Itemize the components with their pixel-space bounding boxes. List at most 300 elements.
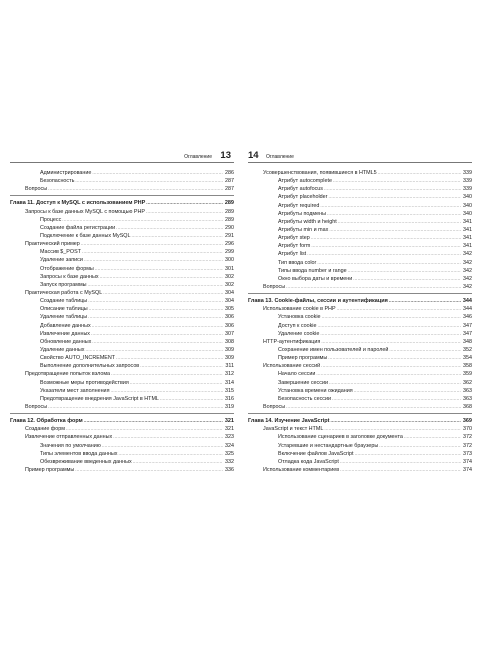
dot-leader: [89, 305, 223, 313]
toc-entry-page: 339: [463, 186, 472, 193]
dot-leader: [320, 330, 461, 338]
dot-leader: [337, 305, 461, 313]
toc-entry: [10, 177, 234, 185]
toc-entry: [10, 313, 234, 321]
chapter-divider: [248, 293, 472, 294]
dot-leader: [91, 330, 223, 338]
toc-entry: [10, 387, 234, 395]
dot-leader: [327, 210, 461, 218]
toc-entry: [248, 458, 472, 466]
toc-entry: [10, 362, 234, 370]
toc-entry-title: Атрибут autocomplete: [278, 178, 332, 185]
toc-entry: [10, 224, 234, 232]
toc-entry-page: 311: [225, 363, 234, 370]
toc-entry-title: Устаревшие и нестандартные браузеры: [278, 442, 379, 449]
toc-entry-title: Установка времени ожидания: [278, 387, 353, 394]
toc-entry: [10, 185, 234, 193]
toc-entry: [10, 403, 234, 411]
toc-entry-title: Использование сценариев в заголовке документа: [278, 434, 403, 441]
running-title: Оглавление: [266, 154, 294, 160]
toc-entry-page: 342: [463, 267, 472, 274]
page-number: 13: [220, 150, 231, 161]
toc-entry-title: Массив $_POST: [40, 249, 81, 256]
toc-entry-title: Доступ к cookie: [278, 322, 317, 329]
toc-entry-title: Удаление данных: [40, 346, 85, 353]
toc-entry: [248, 305, 472, 313]
toc-entry-title: Завершение сессии: [278, 379, 328, 386]
toc-entry: [248, 370, 472, 378]
dot-leader: [389, 297, 461, 305]
toc-entry: [248, 433, 472, 441]
dot-leader: [324, 425, 461, 433]
toc-entry: [248, 442, 472, 450]
dot-leader: [133, 458, 223, 466]
toc-entry: [248, 387, 472, 395]
dot-leader: [84, 256, 223, 264]
toc-entry-title: Безопасность: [40, 178, 75, 185]
toc-entry: [248, 283, 472, 291]
toc-entry: [10, 240, 234, 248]
toc-entry: [10, 297, 234, 305]
dot-leader: [318, 322, 462, 330]
toc-entry-title: Извлечение данных: [40, 330, 91, 337]
toc-entry-title: Типы ввода number и range: [278, 267, 347, 274]
toc-entry-title: Вопросы: [263, 403, 286, 410]
toc-entry-page: 289: [225, 216, 234, 223]
toc-entry: [10, 169, 234, 177]
dot-leader: [146, 208, 223, 216]
toc-entry-page: 321: [225, 426, 234, 433]
toc-entry: [10, 305, 234, 313]
dot-leader: [340, 466, 461, 474]
chapter-divider: [10, 195, 234, 196]
toc-entry: [10, 442, 234, 450]
toc-entry-title: Пример программы: [278, 355, 328, 362]
toc-entry-title: Вопросы: [25, 186, 48, 193]
dot-leader: [102, 442, 223, 450]
toc-entry-page: 347: [463, 322, 472, 329]
toc-entry-page: 289: [224, 200, 234, 207]
toc-entry-title: Извлечение отправленных данных: [25, 434, 113, 441]
dot-leader: [116, 354, 223, 362]
toc-entry-title: Создание файла регистрации: [40, 224, 116, 231]
toc-entry: [248, 338, 472, 346]
toc-entry-title: Вопросы: [263, 283, 286, 290]
toc-entry: [10, 330, 234, 338]
toc-entry-title: Удаление cookie: [278, 330, 320, 337]
chapter-divider: [248, 413, 472, 414]
toc-entry: [10, 379, 234, 387]
toc-entry-page: 368: [463, 403, 472, 410]
dot-leader: [116, 224, 223, 232]
toc-entry: [10, 370, 234, 378]
dot-leader: [118, 450, 223, 458]
toc-entry-page: 309: [225, 355, 234, 362]
toc-entry-title: Администрирование: [40, 170, 92, 176]
toc-entry: [248, 313, 472, 321]
toc-entry: [10, 232, 234, 240]
dot-leader: [321, 362, 461, 370]
dot-leader: [348, 267, 461, 275]
toc-entry: [248, 210, 472, 218]
dot-leader: [311, 242, 461, 250]
toc-entry-title: Установка cookie: [278, 314, 321, 321]
toc-entry-page: 319: [225, 403, 234, 410]
dot-leader: [92, 338, 223, 346]
toc-entry-page: 374: [463, 466, 472, 473]
page-header: [248, 148, 472, 163]
dot-leader: [103, 289, 223, 297]
dot-leader: [75, 466, 223, 474]
toc-entry-title: Пример программы: [25, 466, 75, 473]
toc-entry-title: Процесс: [40, 216, 62, 223]
toc-entry: [10, 248, 234, 256]
page-number: 14: [248, 150, 259, 161]
toc-entry-page: 358: [463, 363, 472, 370]
toc-entry-title: Описание таблицы: [40, 306, 88, 313]
toc-entry-page: 289: [225, 208, 234, 215]
dot-leader: [328, 354, 461, 362]
dot-leader: [328, 193, 461, 201]
toc-entry-title: JavaScript и текст HTML: [263, 426, 324, 433]
toc-entry-title: Безопасность сессии: [278, 395, 331, 402]
toc-entry: [10, 265, 234, 273]
dot-leader: [321, 338, 461, 346]
toc-entry-page: 296: [225, 241, 234, 248]
toc-entry-page: 340: [463, 210, 472, 217]
toc-entry: [10, 425, 234, 433]
toc-entry: [10, 458, 234, 466]
dot-leader: [330, 417, 461, 425]
toc-entry: [10, 346, 234, 354]
toc-entry: [10, 273, 234, 281]
toc-entry-title: Атрибут list: [278, 251, 307, 258]
toc-entry-page: 308: [225, 338, 234, 345]
toc-entry-page: 363: [463, 387, 472, 394]
toc-entry-page: 300: [225, 257, 234, 264]
toc-entry-page: 332: [225, 458, 234, 465]
toc-entry-page: 291: [225, 232, 234, 239]
toc-entry: [248, 226, 472, 234]
dot-leader: [88, 297, 223, 305]
toc-entry-title: Удаление записи: [40, 257, 83, 264]
toc-entry-page: 304: [225, 289, 234, 296]
dot-leader: [354, 387, 461, 395]
toc-entry: [10, 208, 234, 216]
dot-leader: [85, 346, 223, 354]
toc-entry: [248, 322, 472, 330]
dot-leader: [160, 395, 223, 403]
toc-entry-title: Глава 11. Доступ к MySQL с использованием PHP: [10, 200, 146, 207]
dot-leader: [82, 248, 223, 256]
toc-entry-title: Атрибут placeholder: [278, 194, 328, 201]
toc-entry-page: 370: [463, 426, 472, 433]
toc-entry-page: 287: [225, 178, 234, 185]
dot-leader: [113, 433, 223, 441]
toc-entry: [10, 466, 234, 474]
toc-entry-page: 372: [463, 434, 472, 441]
toc-entry-page: 339: [463, 178, 472, 185]
toc-entry-page: 324: [225, 442, 234, 449]
toc-entry-page: 369: [462, 418, 472, 425]
toc-entry-page: 307: [225, 330, 234, 337]
toc-entry-title: Сохранение имен пользователей и паролей: [278, 346, 389, 353]
toc-entry-title: Указатели мест заполнения: [40, 387, 110, 394]
toc-entry: [248, 275, 472, 283]
dot-leader: [329, 379, 461, 387]
toc-entry-page: 363: [463, 395, 472, 402]
dot-leader: [378, 169, 461, 177]
toc-entry-page: 323: [225, 434, 234, 441]
toc-entry: [248, 177, 472, 185]
toc-entry: [10, 433, 234, 441]
dot-leader: [332, 395, 461, 403]
toc-entry-title: Атрибут step: [278, 235, 310, 242]
toc-entry-title: Возможные меры противодействия: [40, 379, 129, 386]
toc-entry-title: Глава 12. Обработка форм: [10, 418, 83, 425]
toc-entry-title: Атрибут autofocus: [278, 186, 323, 193]
dot-leader: [48, 185, 223, 193]
dot-leader: [333, 177, 461, 185]
dot-leader: [131, 232, 223, 240]
toc-chapter: [248, 297, 472, 305]
toc-entry-title: Включение файлов JavaScript: [278, 450, 354, 457]
toc-entry-title: Атрибуты подмены: [278, 210, 326, 217]
toc-entry-page: 342: [463, 275, 472, 282]
toc-entry-page: 362: [463, 379, 472, 386]
dot-leader: [355, 450, 461, 458]
dot-leader: [111, 370, 223, 378]
toc-entry-page: 287: [225, 186, 234, 193]
toc-entry-page: 301: [225, 265, 234, 272]
dot-leader: [66, 425, 223, 433]
toc-entry: [248, 234, 472, 242]
page-header: [10, 148, 234, 163]
dot-leader: [307, 250, 461, 258]
toc-entry-page: 342: [463, 259, 472, 266]
dot-leader: [329, 226, 461, 234]
toc-entry-title: Вопросы: [25, 403, 48, 410]
toc-entry-title: Обновление данных: [40, 338, 92, 345]
dot-leader: [100, 273, 223, 281]
toc-entry: [248, 425, 472, 433]
toc-entry-page: 312: [225, 371, 234, 378]
toc-chapter: [10, 199, 234, 207]
toc-entry: [248, 242, 472, 250]
toc-entry-title: Запуск программы: [40, 281, 87, 288]
right-page: [248, 148, 472, 474]
toc-entry-title: Выполнение дополнительных запросов: [40, 363, 140, 370]
dot-leader: [140, 362, 223, 370]
toc-entry: [248, 450, 472, 458]
dot-leader: [48, 403, 223, 411]
toc-entry-page: 344: [462, 298, 472, 305]
toc-entry-page: 352: [463, 346, 472, 353]
toc-entry-page: 348: [463, 338, 472, 345]
toc-entry-page: 306: [225, 322, 234, 329]
toc-entry-page: 354: [463, 355, 472, 362]
toc-entry: [248, 169, 472, 177]
toc-entry-title: Подключение к базе данных MySQL: [40, 232, 131, 239]
toc-entry-title: Добавление данных: [40, 322, 91, 329]
toc-entry: [248, 218, 472, 226]
toc-entry-title: Отладка кода JavaScript: [278, 458, 339, 465]
toc-entry: [10, 395, 234, 403]
toc-entry-title: Практический пример: [25, 241, 80, 248]
toc-entry-title: Практическая работа с MySQL: [25, 289, 103, 296]
dot-leader: [322, 313, 461, 321]
toc-entry-page: 341: [463, 226, 472, 233]
toc-entry-page: 290: [225, 224, 234, 231]
dot-leader: [84, 417, 223, 425]
dot-leader: [338, 218, 461, 226]
dot-leader: [379, 442, 461, 450]
toc-entry-title: Использование сессий: [263, 363, 321, 370]
toc-entry-page: 336: [225, 466, 234, 473]
toc-entry-title: Удаление таблицы: [40, 314, 88, 321]
toc-entry: [10, 338, 234, 346]
toc-entry-page: 342: [463, 283, 472, 290]
toc-entry-title: Атрибут required: [278, 202, 320, 209]
toc-entry: [248, 259, 472, 267]
toc-entry-page: 302: [225, 273, 234, 280]
toc-entry: [248, 185, 472, 193]
dot-leader: [324, 185, 461, 193]
toc-entry-page: 347: [463, 330, 472, 337]
toc-entry-title: Тип ввода color: [278, 259, 317, 266]
toc-entry-title: Использование cookie в PHP: [263, 306, 336, 313]
toc-entry-title: Усовершенствования, появившиеся в HTML5: [263, 170, 377, 176]
toc-entry: [10, 450, 234, 458]
toc-entry-page: 372: [463, 442, 472, 449]
dot-leader: [286, 283, 461, 291]
toc-chapter: [10, 417, 234, 425]
toc-entry-page: 302: [225, 281, 234, 288]
toc-entry-title: Начало сессии: [278, 371, 316, 378]
toc-entry-page: 341: [463, 218, 472, 225]
dot-leader: [286, 403, 461, 411]
toc-entry: [10, 289, 234, 297]
toc-entry: [248, 362, 472, 370]
toc-entry-page: 344: [463, 306, 472, 313]
dot-leader: [146, 199, 223, 207]
toc-entry-page: 359: [463, 371, 472, 378]
dot-leader: [130, 379, 223, 387]
toc-entry-title: Предотвращение попыток взлома: [25, 371, 111, 378]
toc-entry-title: Свойство AUTO_INCREMENT: [40, 355, 116, 362]
dot-leader: [88, 281, 223, 289]
dot-leader: [340, 458, 461, 466]
toc-entry: [10, 354, 234, 362]
toc-entry-title: Атрибуты width и height: [278, 218, 337, 225]
toc-entry-page: 309: [225, 346, 234, 353]
toc-entry-title: Предотвращение внедрения JavaScript в HTML: [40, 395, 159, 402]
dot-leader: [111, 387, 224, 395]
toc-entry: [10, 216, 234, 224]
dot-leader: [317, 259, 461, 267]
toc-entry-page: 325: [225, 450, 234, 457]
dot-leader: [75, 177, 223, 185]
left-page: [10, 148, 234, 474]
toc-entry-page: 316: [225, 395, 234, 402]
toc-entry: [248, 354, 472, 362]
dot-leader: [353, 275, 461, 283]
toc-entry-page: 315: [225, 387, 234, 394]
toc-entry-page: 341: [463, 243, 472, 250]
dot-leader: [92, 322, 223, 330]
toc-entry-page: 304: [225, 298, 234, 305]
toc-entry-title: Запросы к базе данных MySQL с помощью PHP: [25, 208, 146, 215]
toc-entry-page: 306: [225, 314, 234, 321]
toc-entry: [248, 267, 472, 275]
toc-entry-title: Атрибут form: [278, 243, 311, 250]
running-title: Оглавление: [184, 154, 212, 160]
toc-entry-page: 305: [225, 306, 234, 313]
toc-list: [10, 169, 234, 474]
dot-leader: [316, 370, 461, 378]
toc-entry: [248, 403, 472, 411]
toc-entry-title: Типы элементов ввода данных: [40, 450, 118, 457]
toc-list: [248, 169, 472, 474]
toc-entry-page: 374: [463, 458, 472, 465]
toc-entry-page: 314: [225, 379, 234, 386]
dot-leader: [92, 169, 223, 177]
toc-entry-title: HTTP-аутентификация: [263, 338, 321, 345]
toc-entry-title: Использование комментариев: [263, 466, 340, 473]
toc-entry: [248, 250, 472, 258]
toc-entry-title: Глава 13. Cookie-файлы, сессии и аутентификация: [248, 298, 388, 305]
toc-entry-page: 340: [463, 202, 472, 209]
dot-leader: [62, 216, 223, 224]
dot-leader: [95, 265, 223, 273]
dot-leader: [320, 202, 461, 210]
toc-entry-title: Отображение формы: [40, 265, 94, 272]
toc-entry-page: 341: [463, 235, 472, 242]
toc-entry: [10, 281, 234, 289]
toc-entry: [248, 202, 472, 210]
toc-entry: [248, 193, 472, 201]
toc-entry-page: 339: [463, 170, 472, 176]
toc-entry-title: Атрибуты min и max: [278, 226, 329, 233]
dot-leader: [389, 346, 461, 354]
toc-entry-title: Значения по умолчанию: [40, 442, 101, 449]
toc-entry-page: 299: [225, 249, 234, 256]
toc-entry-page: 340: [463, 194, 472, 201]
dot-leader: [81, 240, 223, 248]
toc-entry: [248, 466, 472, 474]
toc-entry-title: Обезвреживание введенных данных: [40, 458, 132, 465]
toc-entry: [10, 256, 234, 264]
toc-entry-page: 346: [463, 314, 472, 321]
toc-entry-title: Окно выбора даты и времени: [278, 275, 353, 282]
dot-leader: [404, 433, 461, 441]
dot-leader: [88, 313, 223, 321]
toc-entry-page: 373: [463, 450, 472, 457]
toc-chapter: [248, 417, 472, 425]
toc-entry: [10, 322, 234, 330]
toc-entry-title: Запросы к базе данных: [40, 273, 99, 280]
toc-entry-page: 342: [463, 251, 472, 258]
chapter-divider: [10, 413, 234, 414]
toc-entry-title: Глава 14. Изучение JavaScript: [248, 418, 330, 425]
toc-entry-page: 286: [225, 170, 234, 176]
toc-entry: [248, 346, 472, 354]
toc-entry-title: Создание таблицы: [40, 298, 88, 305]
toc-entry-page: 321: [224, 418, 234, 425]
dot-leader: [311, 234, 461, 242]
toc-entry-title: Создание форм: [25, 426, 65, 433]
toc-entry: [248, 379, 472, 387]
